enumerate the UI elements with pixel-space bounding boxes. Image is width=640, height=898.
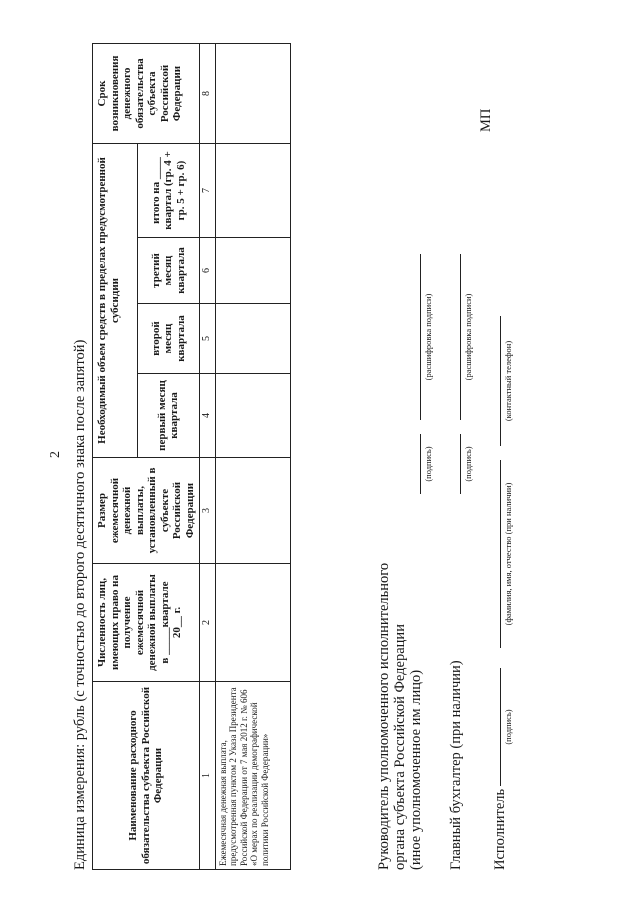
head-signature-caption: (подпись) — [423, 446, 433, 482]
column-number: 5 — [200, 304, 216, 374]
table-row — [215, 43, 290, 869]
head-decode-caption: (расшифровка подписи) — [423, 293, 433, 381]
head-title — [376, 563, 424, 870]
header-first-month: первый месяц квартала — [137, 374, 199, 458]
table-header-row — [93, 43, 138, 869]
header-quarter-total: итого на ____ квартал (гр. 4 + гр. 5 + гр. 6) — [137, 143, 199, 237]
header-recipients-year: 20__ г. — [171, 606, 183, 639]
executor-phone-caption: (контактный телефон) — [503, 340, 513, 422]
table-cell — [215, 238, 290, 304]
column-number: 1 — [200, 682, 216, 870]
accountant-decode-line — [460, 254, 461, 420]
column-number: 4 — [200, 374, 216, 458]
executor-fio-line — [500, 460, 501, 648]
row-obligation-name: Ежемесячная денежная выплата, предусмотренная пунктом 2 Указа Президента Российской Федерации от 7 мая 2012 г. № 606 «О мерах по реализации демографической политики Российской Федерации» — [215, 682, 290, 870]
header-payment-size: Размер ежемесячной денежной выплаты, установленный в субъекте Российской Федерации — [93, 458, 200, 564]
head-title-line: Руководитель уполномоченного исполнительного — [376, 562, 392, 870]
header-obligation-term: Срок возникновения денежного обязательства субъекта Российской Федерации — [93, 43, 200, 143]
accountant-decode-caption: (расшифровка подписи) — [463, 293, 473, 381]
accountant-title: Главный бухгалтер (при наличии) — [448, 660, 464, 870]
subsidy-table — [92, 43, 291, 870]
header-recipients-text: Численность лиц, имеющих право на получение ежемесячной денежной выплаты — [96, 574, 158, 671]
page-number: 2 — [48, 451, 63, 458]
table-cell — [215, 374, 290, 458]
stamp-place: МП — [478, 108, 494, 132]
header-required-funds-group: Необходимый объем средств в пределах предусмотренной субсидии — [93, 143, 138, 457]
column-number: 2 — [200, 564, 216, 682]
header-third-month: третий месяц квартала — [137, 238, 199, 304]
header-recipients-count — [93, 564, 200, 682]
accountant-signature-line — [460, 434, 461, 494]
column-number: 7 — [200, 143, 216, 237]
header-recipients-quarter: в _____квартале — [158, 581, 171, 664]
table-cell — [215, 304, 290, 374]
header-second-month: второй месяц квартала — [137, 304, 199, 374]
units-note: Единица измерения: рубль (с точностью до второго десятичного знака после запятой) — [72, 339, 88, 870]
executor-signature-caption: (подпись) — [503, 709, 513, 745]
table-cell — [215, 43, 290, 143]
executor-phone-line — [500, 316, 501, 446]
table-cell — [215, 564, 290, 682]
head-decode-line — [420, 254, 421, 420]
table-cell — [215, 143, 290, 237]
head-title-line: органа субъекта Российской Федерации — [392, 624, 408, 870]
header-expense-obligation: Наименование расходного обязательства субъекта Российской Федерации — [93, 682, 200, 870]
column-numbers-row — [200, 43, 216, 869]
table-cell — [215, 458, 290, 564]
accountant-signature-caption: (подпись) — [463, 446, 473, 482]
column-number: 3 — [200, 458, 216, 564]
column-number: 6 — [200, 238, 216, 304]
head-signature-line — [420, 434, 421, 494]
executor-title: Исполнитель — [492, 788, 508, 870]
column-number: 8 — [200, 43, 216, 143]
executor-fio-caption: (фамилия, имя, отчество (при наличии) — [503, 482, 513, 626]
executor-signature-line — [500, 668, 501, 786]
head-title-line: (иное уполномоченное им лицо) — [408, 669, 424, 870]
